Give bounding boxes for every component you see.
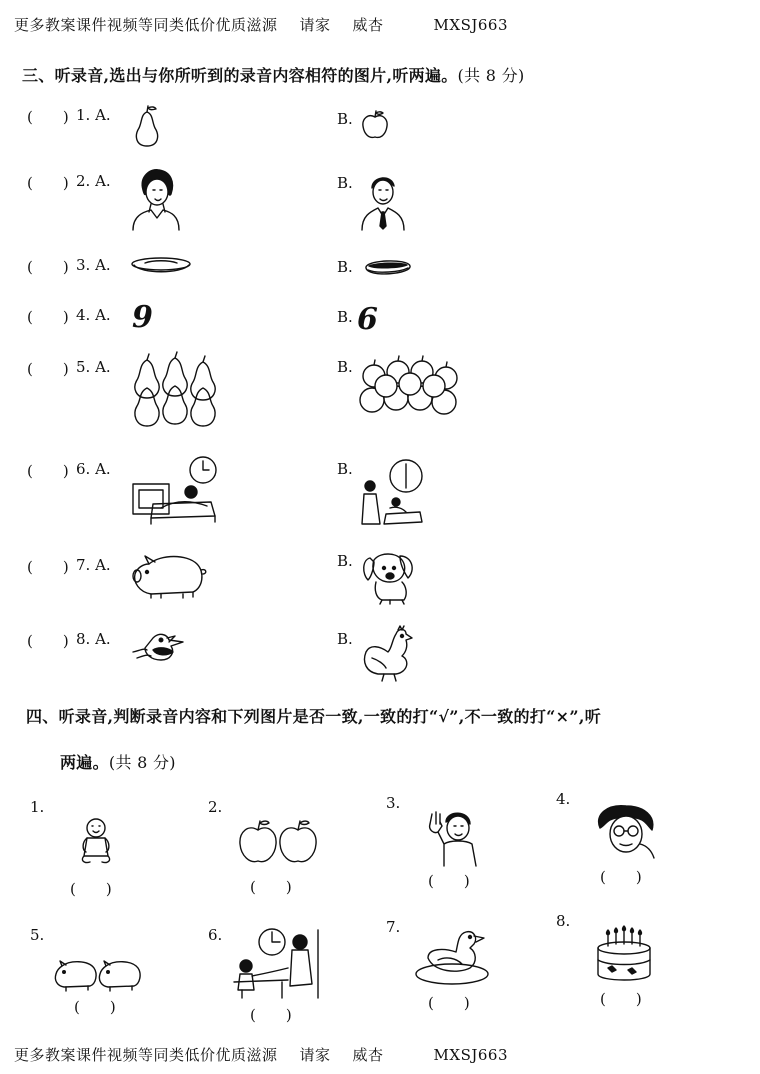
option-b-label: B. — [337, 258, 353, 276]
banner-contact-label: 请家 — [299, 1046, 331, 1064]
option-b-label: B. — [337, 460, 353, 478]
answer-blank[interactable]: ( ) — [27, 360, 69, 378]
banner-contact-name: 威杏 — [352, 16, 384, 34]
judge-blank-1[interactable]: ( ) — [70, 880, 112, 898]
boy-waving-icon — [424, 810, 480, 866]
digit-six: 6 — [357, 302, 378, 337]
apple-icon — [360, 110, 390, 140]
question-number: 3. A. — [76, 256, 111, 274]
two-apples-icon — [238, 818, 320, 866]
answer-blank[interactable]: ( ) — [27, 462, 69, 480]
apples-group-icon — [360, 356, 460, 424]
section3-heading — [22, 63, 524, 86]
judge-blank-2[interactable]: ( ) — [250, 878, 292, 896]
section4-heading-text-2: 两遍。 — [60, 753, 109, 772]
section3-score: (共 8 分) — [457, 66, 525, 85]
judge-blank-3[interactable]: ( ) — [428, 872, 470, 890]
birthday-cake-icon — [594, 922, 656, 984]
man-icon — [360, 172, 406, 230]
answer-blank[interactable]: ( ) — [27, 632, 69, 650]
grandma-icon — [594, 804, 658, 860]
section4-heading-line2 — [60, 750, 176, 773]
digit-nine: 9 — [132, 300, 153, 335]
banner-text: 更多教案课件视频等同类低价优质滋源 — [14, 16, 278, 34]
pear-icon — [130, 104, 164, 148]
question-number: 1. A. — [76, 106, 111, 124]
question-number: 6. A. — [76, 460, 111, 478]
question-row-6 — [0, 456, 760, 536]
hotdog-icon — [360, 256, 414, 278]
dog-icon — [360, 552, 418, 604]
option-b-label: B. — [337, 358, 353, 376]
answer-blank[interactable]: ( ) — [27, 558, 69, 576]
two-pigs-icon — [54, 960, 146, 992]
item-number-6: 6. — [208, 926, 223, 944]
question-row-7 — [0, 552, 760, 632]
item-number-3: 3. — [386, 794, 401, 812]
question-row-5 — [0, 354, 760, 434]
item-number-8: 8. — [556, 912, 571, 930]
answer-blank[interactable]: ( ) — [27, 174, 69, 192]
top-banner — [14, 14, 508, 35]
banner-contact-name: 威杏 — [352, 1046, 384, 1064]
option-b-label: B. — [337, 110, 353, 128]
question-row-8 — [0, 626, 760, 706]
bird-icon — [131, 628, 191, 666]
chicken-icon — [360, 626, 414, 682]
option-b-label: B. — [337, 552, 353, 570]
woman-icon — [131, 168, 181, 230]
section4-heading — [26, 704, 601, 727]
option-b-label: B. — [337, 630, 353, 648]
answer-blank[interactable]: ( ) — [27, 108, 69, 126]
item-number-7: 7. — [386, 918, 401, 936]
question-row-2 — [0, 168, 760, 248]
judge-blank-6[interactable]: ( ) — [250, 1006, 292, 1024]
banner-code: MXSJ663 — [433, 1046, 509, 1064]
option-b-label: B. — [337, 174, 353, 192]
banner-contact-label: 请家 — [299, 16, 331, 34]
section3-heading-text: 三、听录音,选出与你所听到的录音内容相符的图片,听两遍。 — [22, 66, 458, 85]
family-clock-icon — [360, 458, 426, 528]
plate-icon — [131, 254, 193, 276]
question-number: 5. A. — [76, 358, 111, 376]
question-number: 2. A. — [76, 172, 111, 190]
duck-icon — [414, 928, 490, 986]
banner-code: MXSJ663 — [433, 16, 509, 34]
section4-score: (共 8 分) — [108, 753, 176, 772]
section4-heading-text: 四、听录音,判断录音内容和下列图片是否一致,一致的打“√”,不一致的打“×”,听 — [26, 707, 602, 726]
item-number-5: 5. — [30, 926, 45, 944]
item-number-4: 4. — [556, 790, 571, 808]
item-number-1: 1. — [30, 798, 45, 816]
pears-group-icon — [131, 354, 221, 430]
mother-child-clock-icon — [232, 928, 324, 1000]
judge-blank-5[interactable]: ( ) — [74, 998, 116, 1016]
bottom-banner — [14, 1044, 508, 1065]
banner-text: 更多教案课件视频等同类低价优质滋源 — [14, 1046, 278, 1064]
question-number: 8. A. — [76, 630, 111, 648]
judge-blank-8[interactable]: ( ) — [600, 990, 642, 1008]
answer-blank[interactable]: ( ) — [27, 258, 69, 276]
judge-blank-7[interactable]: ( ) — [428, 994, 470, 1012]
option-b-label: B. — [337, 308, 353, 326]
girl-sleeping-clock-icon — [131, 456, 221, 526]
answer-blank[interactable]: ( ) — [27, 308, 69, 326]
pig-icon — [131, 552, 211, 600]
baby-icon — [78, 818, 114, 864]
question-number: 4. A. — [76, 306, 111, 324]
question-number: 7. A. — [76, 556, 111, 574]
judge-blank-4[interactable]: ( ) — [600, 868, 642, 886]
item-number-2: 2. — [208, 798, 223, 816]
